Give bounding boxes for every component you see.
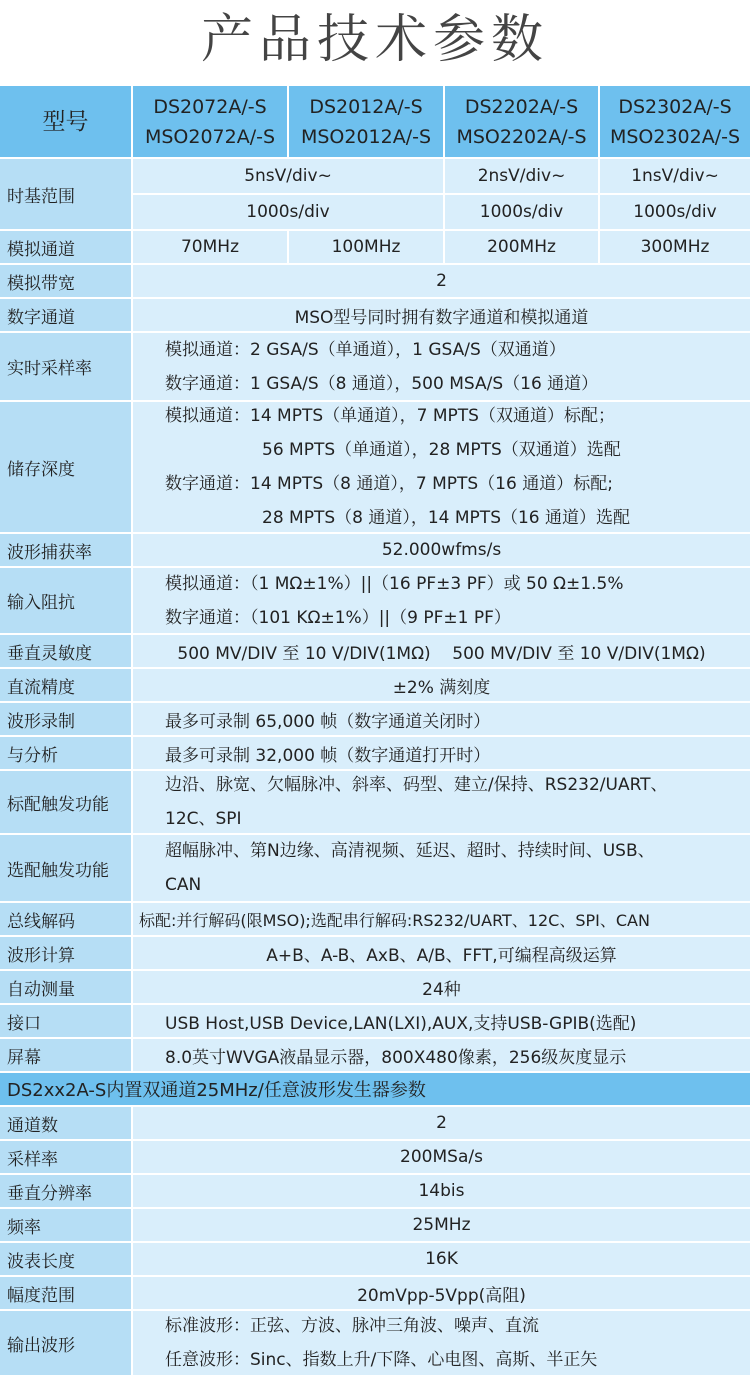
model-ds2012a: DS2012A/-S [309, 95, 423, 118]
gen-freq-label: 频率 [0, 1209, 131, 1241]
dc-accuracy-value: ±2% 满刻度 [133, 669, 750, 701]
header-label: 型号 [0, 86, 131, 157]
std-trigger-label: 标配触发功能 [0, 771, 131, 833]
digital-ch-label: 数字通道 [0, 299, 131, 331]
model-mso2202a: MSO2202A/-S [456, 125, 587, 148]
memory-line: 模拟通道：14 MPTS（单通道），7 MPTS（双通道）标配； [165, 406, 615, 426]
memory-line: 56 MPTS（单通道），28 MPTS（双通道）选配 [262, 440, 621, 460]
page-title: 产品技术参数 [200, 10, 549, 70]
gen-length-value: 16K [133, 1243, 750, 1275]
impedance-value [133, 568, 750, 633]
std-trigger-value [133, 771, 750, 833]
interface-value: USB Host,USB Device,LAN(LXI),AUX,支持USB-GPIB(选配) [133, 1005, 750, 1037]
bus-decode-value: 标配:并行解码(限MSO);选配串行解码:RS232/UART、12C、SPI、CAN [133, 903, 750, 935]
memory-line: 数字通道：14 MPTS（8 通道），7 MPTS（16 通道）标配; [165, 474, 613, 494]
sample-rate-value [133, 333, 750, 400]
gen-output-line: 任意波形：Sinc、指数上升/下降、心电图、高斯、半正矢 [165, 1350, 598, 1370]
auto-measure-value: 24种 [133, 971, 750, 1003]
analog-ch-value: 300MHz [600, 231, 750, 263]
analysis-label: 与分析 [0, 737, 131, 769]
timebase-min-a: 5nsV/div~ [133, 159, 443, 193]
sample-rate-line: 模拟通道：2 GSA/S（单通道），1 GSA/S（双通道） [165, 339, 566, 360]
model-column-2 [289, 86, 443, 157]
std-trigger-line: 12C、SPI [165, 809, 242, 829]
sensitivity-label: 垂直灵敏度 [0, 635, 131, 667]
gen-amplitude-label: 幅度范围 [0, 1277, 131, 1309]
record-value: 最多可录制 65,000 帧（数字通道关闭时） [133, 703, 750, 735]
sample-rate-line: 数字通道：1 GSA/S（8 通道），500 MSA/S（16 通道） [165, 373, 599, 394]
math-label: 波形计算 [0, 937, 131, 969]
interface-label: 接口 [0, 1005, 131, 1037]
model-column-3 [445, 86, 598, 157]
impedance-line: 数字通道：（101 KΩ±1%）||（9 PF±1 PF） [165, 607, 511, 628]
model-ds2202a: DS2202A/-S [464, 95, 579, 118]
analog-ch-value: 100MHz [289, 231, 443, 263]
math-value: A+B、A-B、AxB、A/B、FFT,可编程高级运算 [133, 937, 750, 969]
dc-accuracy-label: 直流精度 [0, 669, 131, 701]
digital-ch-value: MSO型号同时拥有数字通道和模拟通道 [133, 299, 750, 331]
gen-resolution-label: 垂直分辨率 [0, 1175, 131, 1207]
sensitivity-value: 500 MV/DIV 至 10 V/DIV(1MΩ) 500 MV/DIV 至 10 V/DIV(1MΩ) [133, 635, 750, 667]
timebase-max-c: 1000s/div [600, 195, 750, 229]
analog-ch-value: 200MHz [445, 231, 598, 263]
gen-amplitude-value: 20mVpp-5Vpp(高阻) [133, 1277, 750, 1309]
opt-trigger-line: CAN [165, 875, 202, 895]
screen-label: 屏幕 [0, 1039, 131, 1071]
record-label: 波形录制 [0, 703, 131, 735]
screen-value: 8.0英寸WVGA液晶显示器，800X480像素，256级灰度显示 [133, 1039, 750, 1071]
generator-section-header: DS2xx2A-S内置双通道25MHz/任意波形发生器参数 [0, 1073, 750, 1105]
analog-bw-label: 模拟带宽 [0, 265, 131, 297]
bus-decode-label: 总线解码 [0, 903, 131, 935]
analysis-value: 最多可录制 32,000 帧（数字通道打开时） [133, 737, 750, 769]
opt-trigger-label: 选配触发功能 [0, 835, 131, 901]
gen-channels-value: 2 [133, 1107, 750, 1139]
gen-resolution-value: 14bis [133, 1175, 750, 1207]
capture-value: 52.000wfms/s [133, 534, 750, 566]
model-mso2072a: MSO2072A/-S [144, 125, 276, 148]
timebase-min-b: 2nsV/div~ [445, 159, 598, 193]
timebase-max-b: 1000s/div [445, 195, 598, 229]
opt-trigger-line: 超幅脉冲、第N边缘、高清视频、延迟、超时、持续时间、USB、 [165, 841, 655, 861]
model-ds2302a: DS2302A/-S [618, 95, 732, 118]
gen-length-label: 波表长度 [0, 1243, 131, 1275]
model-column-1 [133, 86, 287, 157]
auto-measure-label: 自动测量 [0, 971, 131, 1003]
model-ds2072a: DS2072A/-S [153, 95, 267, 118]
gen-output-value [133, 1311, 750, 1375]
gen-freq-value: 25MHz [133, 1209, 750, 1241]
sample-rate-label: 实时采样率 [0, 333, 131, 400]
model-column-4 [600, 86, 750, 157]
analog-ch-label: 模拟通道 [0, 231, 131, 263]
memory-label: 储存深度 [0, 402, 131, 532]
std-trigger-line: 边沿、脉宽、欠幅脉冲、斜率、码型、建立/保持、RS232/UART、 [165, 775, 668, 795]
memory-line: 28 MPTS（8 通道），14 MPTS（16 通道）选配 [262, 508, 631, 528]
gen-output-label: 输出波形 [0, 1311, 131, 1375]
model-mso2012a: MSO2012A/-S [300, 125, 432, 148]
gen-output-line: 标准波形：正弦、方波、脉冲三角波、噪声、直流 [165, 1316, 539, 1336]
capture-label: 波形捕获率 [0, 534, 131, 566]
analog-bw-value: 2 [133, 265, 750, 297]
memory-value [133, 402, 750, 532]
timebase-label: 时基范围 [0, 159, 131, 229]
analog-ch-value: 70MHz [133, 231, 287, 263]
impedance-label: 输入阻抗 [0, 568, 131, 633]
gen-channels-label: 通道数 [0, 1107, 131, 1139]
timebase-min-c: 1nsV/div~ [600, 159, 750, 193]
gen-sample-label: 采样率 [0, 1141, 131, 1173]
gen-sample-value: 200MSa/s [133, 1141, 750, 1173]
model-mso2302a: MSO2302A/-S [609, 125, 741, 148]
timebase-max-a: 1000s/div [133, 195, 443, 229]
opt-trigger-value [133, 835, 750, 901]
impedance-line: 模拟通道：（1 MΩ±1%）||（16 PF±3 PF）或 50 Ω±1.5% [165, 573, 624, 594]
